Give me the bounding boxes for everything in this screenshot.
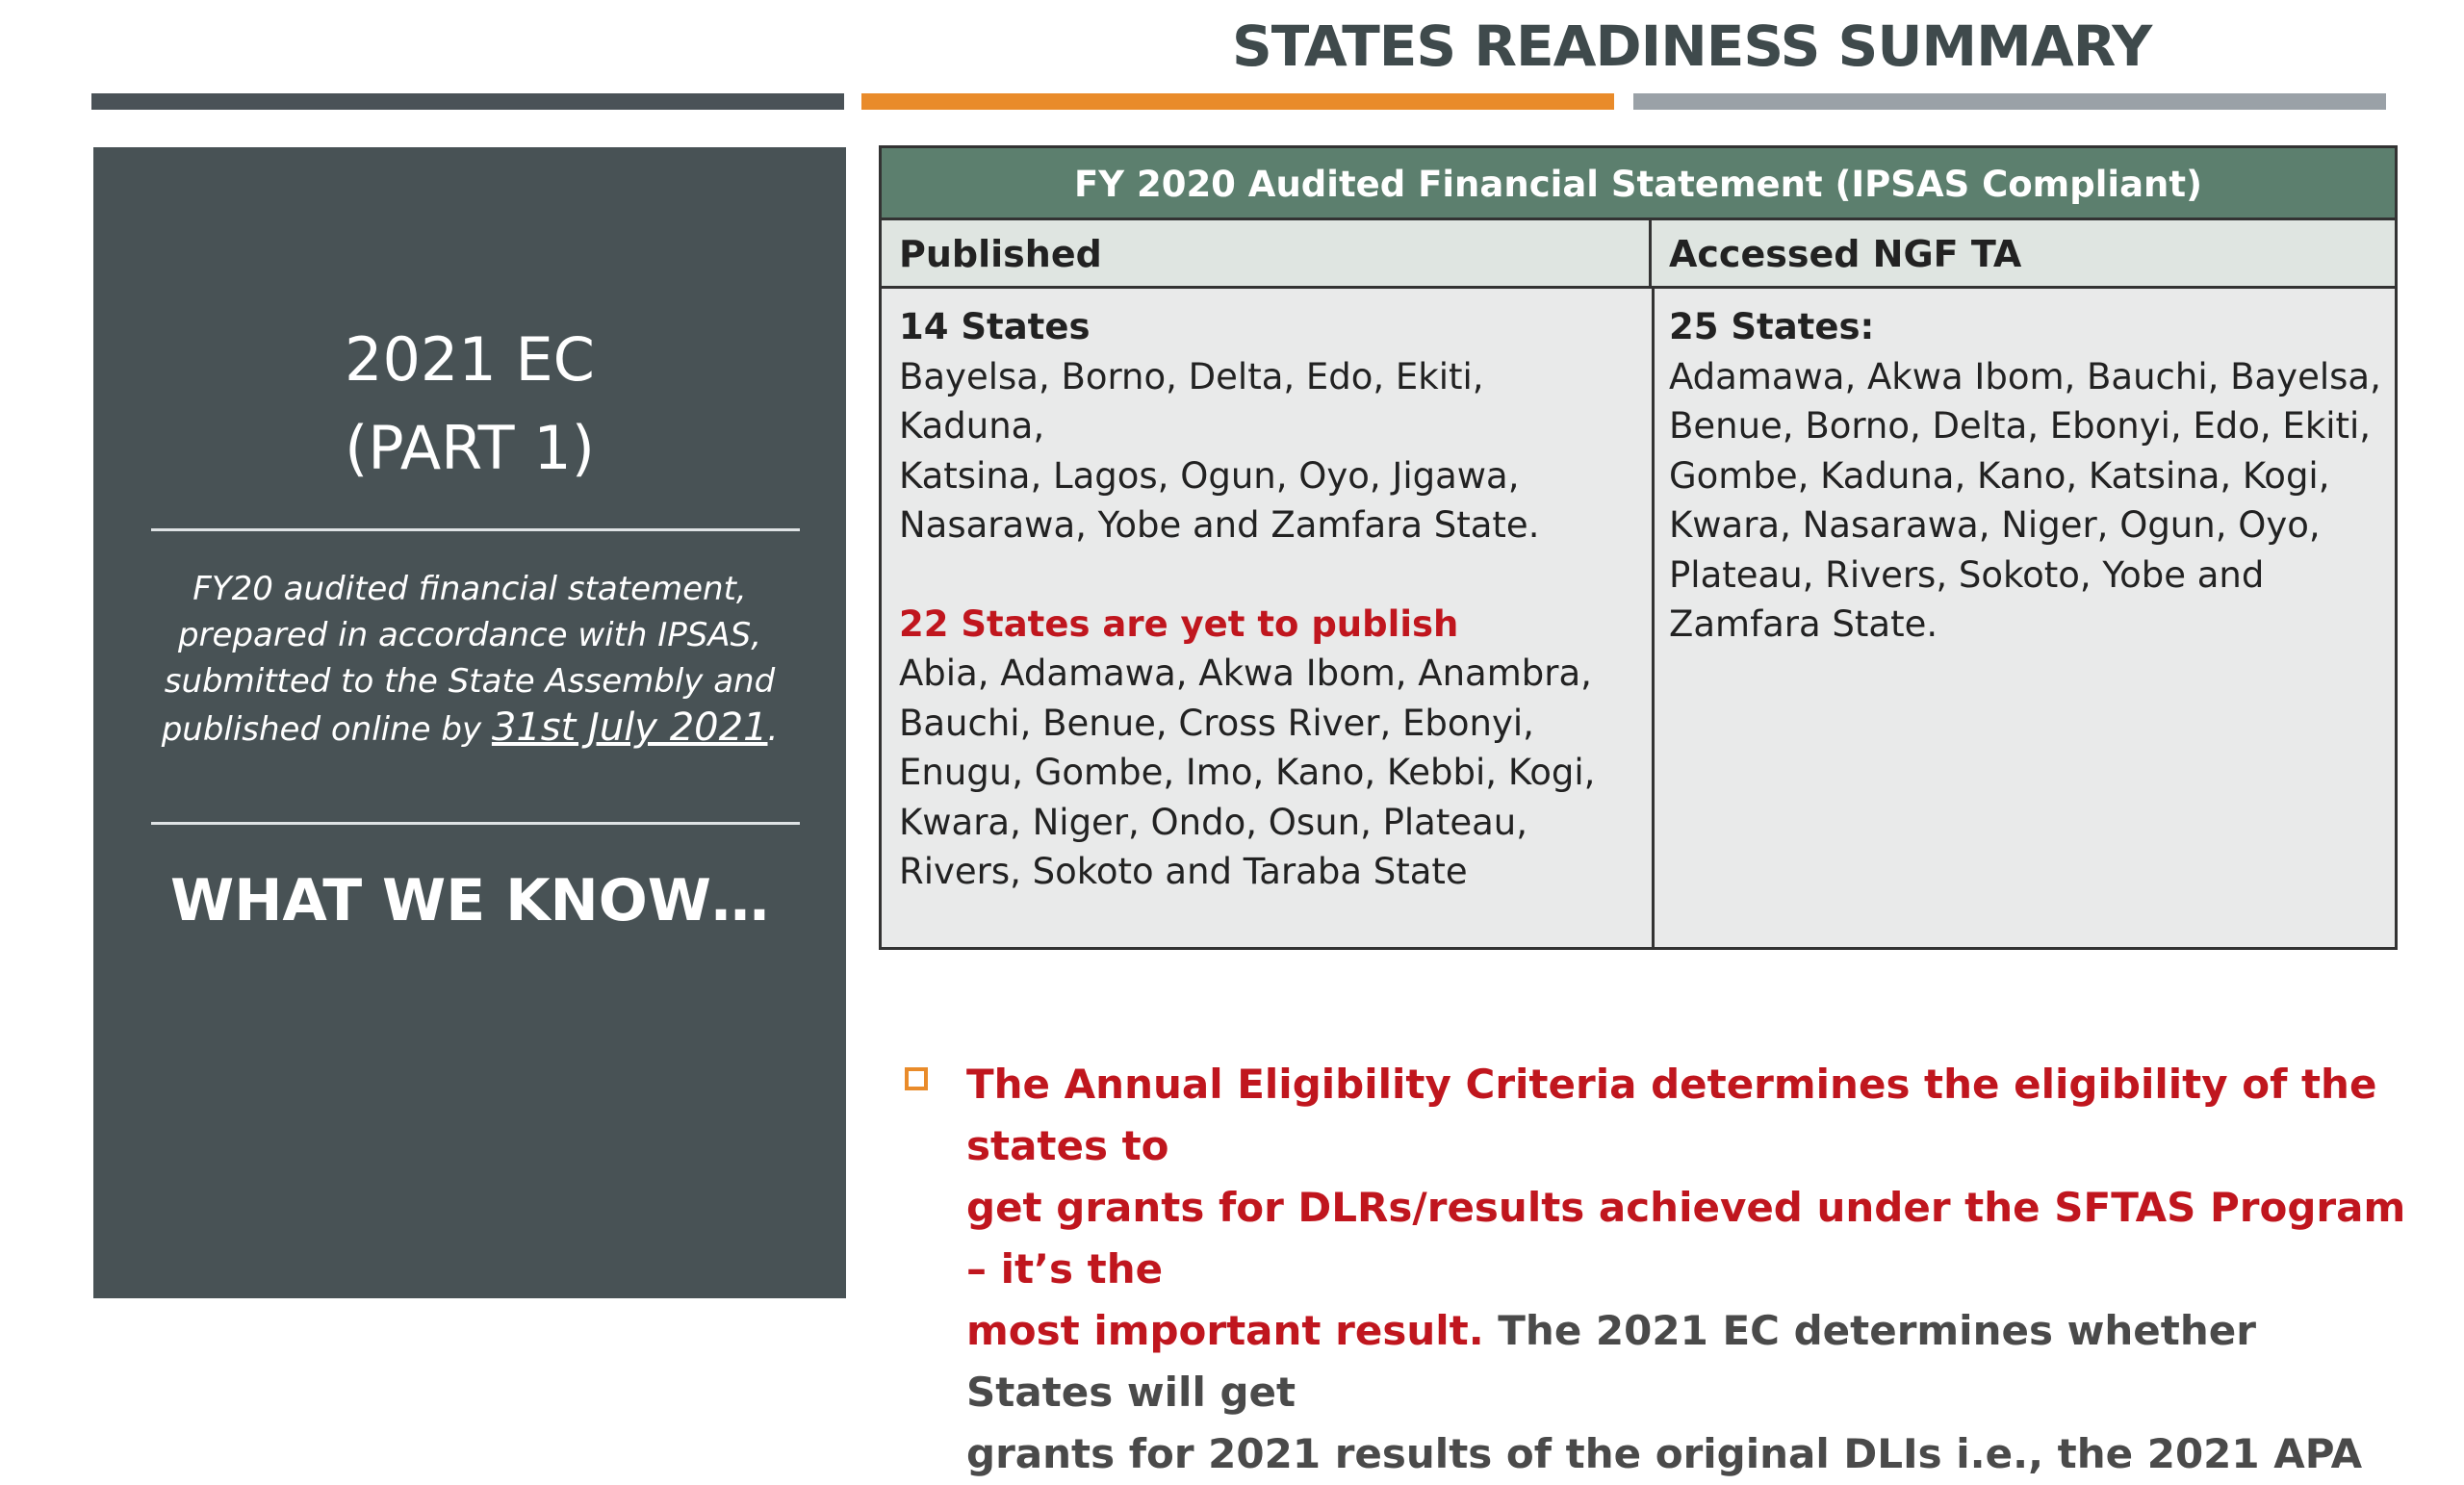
accent-bar-dark: [91, 93, 844, 110]
spacer: [899, 550, 1640, 600]
panel-desc-date: 31st July 2021: [491, 705, 768, 750]
note-line: get grants for DLRs/results achieved under the SFTAS Program – it’s the: [966, 1184, 2406, 1293]
panel-desc-line1: FY20 audited financial statement,: [192, 570, 747, 608]
accent-bar-orange: [861, 93, 1614, 110]
note-red-fragment: most important result.: [966, 1307, 1484, 1354]
slide-title: STATES READINESS SUMMARY: [1232, 13, 2152, 79]
panel-title: [93, 316, 846, 493]
note-line: The Annual Eligibility Criteria determines the eligibility of the states to: [966, 1061, 2377, 1169]
note-text: [966, 1054, 2410, 1485]
accessed-line: Benue, Borno, Delta, Ebonyi, Edo, Ekiti,: [1669, 405, 2372, 447]
pending-line: Enugu, Gombe, Imo, Kano, Kebbi, Kogi,: [899, 752, 1596, 793]
column-header-published: Published: [882, 220, 1652, 289]
panel-title-line2: (PART 1): [345, 413, 595, 483]
published-line: Bayelsa, Borno, Delta, Edo, Ekiti, Kaduna,: [899, 355, 1484, 447]
published-cell: [899, 302, 1640, 897]
panel-title-line1: 2021 EC: [345, 324, 595, 395]
panel-desc-line3: submitted to the State Assembly and: [164, 662, 776, 701]
accessed-heading: 25 States:: [1669, 306, 1875, 347]
accent-bar-grey: [1633, 93, 2386, 110]
pending-line: Kwara, Niger, Ondo, Osun, Plateau,: [899, 801, 1528, 843]
accessed-line: Adamawa, Akwa Ibom, Bauchi, Bayelsa,: [1669, 355, 2381, 397]
panel-footer: WHAT WE KNOW…: [170, 867, 769, 935]
panel-divider-bottom: [151, 822, 800, 825]
left-panel: [93, 147, 846, 1298]
square-bullet-icon: [905, 1067, 928, 1090]
panel-desc-line2: prepared in accordance with IPSAS,: [177, 616, 762, 654]
pending-heading: 22 States are yet to publish: [899, 602, 1459, 645]
accessed-line: Plateau, Rivers, Sokoto, Yobe and: [1669, 553, 2265, 596]
published-line: Nasarawa, Yobe and Zamfara State.: [899, 504, 1540, 546]
note-line: grants for 2021 results of the original DLIs i.e., the 2021 APA: [966, 1430, 2363, 1477]
panel-description: [132, 566, 808, 753]
panel-divider-top: [151, 528, 800, 531]
panel-desc-prefix: published online by: [161, 710, 492, 749]
table-header: FY 2020 Audited Financial Statement (IPSAS Compliant): [882, 148, 2395, 220]
accessed-line: Kwara, Nasarawa, Niger, Ogun, Oyo,: [1669, 504, 2321, 546]
accessed-line: Zamfara State.: [1669, 603, 1938, 645]
pending-line: Rivers, Sokoto and Taraba State: [899, 851, 1468, 892]
panel-desc-suffix: .: [767, 710, 779, 749]
panel-desc-line4: [132, 704, 808, 753]
pending-line: Bauchi, Benue, Cross River, Ebonyi,: [899, 702, 1534, 744]
accessed-cell: [1669, 302, 2386, 650]
column-header-accessed: Accessed NGF TA: [1652, 220, 2395, 289]
pending-line: Abia, Adamawa, Akwa Ibom, Anambra,: [899, 653, 1592, 694]
summary-table: [879, 145, 2398, 950]
published-line: Katsina, Lagos, Ogun, Oyo, Jigawa,: [899, 454, 1520, 497]
published-heading: 14 States: [899, 306, 1091, 347]
accessed-line: Gombe, Kaduna, Kano, Katsina, Kogi,: [1669, 454, 2330, 497]
note-line: [966, 1300, 2410, 1423]
note-grey-fragment: The 2021 EC determines whether States will get: [966, 1307, 2256, 1416]
column-divider: [1652, 289, 1655, 947]
